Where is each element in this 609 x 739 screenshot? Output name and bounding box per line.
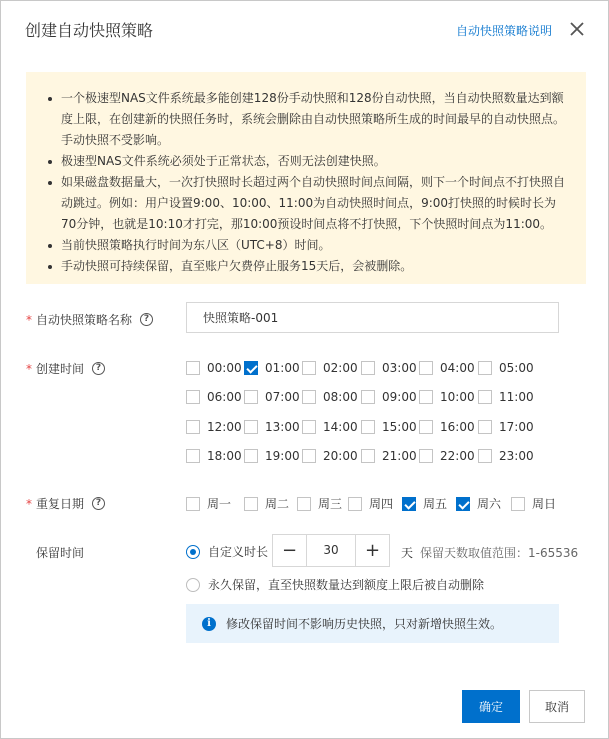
- day-checkbox[interactable]: [456, 495, 501, 512]
- repeat-days-label-text: 重复日期: [36, 497, 85, 511]
- help-question-icon[interactable]: ?: [92, 362, 105, 375]
- day-label: 周四: [369, 497, 394, 511]
- day-label: 周六: [477, 497, 502, 511]
- hour-label: 01:00: [265, 361, 300, 375]
- checkbox-box: [186, 420, 200, 434]
- help-question-icon[interactable]: ?: [92, 497, 105, 510]
- notice-item: 如果磁盘数据量大，一次打快照时长超过两个自动快照时间点间隔，则下一个时间点不打快照自动跳过。例如：用户设置9:00、10:00、11:00为自动快照时间点，9:00打快照的时候时长为70分钟，也就是10:10才打完，那10:00预设时间点将不打快照，下个快照时间点为11:00。: [48, 172, 568, 235]
- hour-checkbox[interactable]: [361, 420, 417, 434]
- checkbox-box: [419, 361, 433, 375]
- hour-label: 02:00: [323, 361, 358, 375]
- checkbox-box: [302, 449, 316, 463]
- hour-label: 20:00: [323, 449, 358, 463]
- checkbox-box: [348, 497, 362, 511]
- repeat-days-label: [26, 495, 105, 512]
- retention-tip: [186, 604, 559, 643]
- hour-label: 06:00: [207, 390, 242, 404]
- checkbox-box: [419, 390, 433, 404]
- checkbox-box: [302, 390, 316, 404]
- checkbox-box: [244, 420, 258, 434]
- checkbox-box: [302, 361, 316, 375]
- notice-item: 手动快照可持续保留，直至账户欠费停止服务15天后，会被删除。: [48, 256, 568, 277]
- checkbox-box: [302, 420, 316, 434]
- hour-checkbox[interactable]: [244, 361, 300, 375]
- required-mark: *: [26, 312, 32, 327]
- hour-label: 03:00: [382, 361, 417, 375]
- checkbox-box: [244, 497, 258, 511]
- hour-checkbox[interactable]: [419, 449, 475, 463]
- dialog-title: 创建自动快照策略: [25, 21, 154, 40]
- day-checkbox[interactable]: [244, 495, 289, 512]
- hour-checkbox[interactable]: [478, 390, 534, 404]
- hour-label: 21:00: [382, 449, 417, 463]
- checkbox-box: [419, 449, 433, 463]
- notice-item: 一个极速型NAS文件系统最多能创建128份手动快照和128份自动快照，当自动快照数量达到额度上限，在创建新的快照任务时，系统会删除由自动快照策略所生成的时间最早的自动快照点。手动快照不受影响。: [48, 88, 568, 151]
- hour-label: 15:00: [382, 420, 417, 434]
- hour-label: 05:00: [499, 361, 534, 375]
- checkbox-box: [419, 420, 433, 434]
- create-time-label: [26, 360, 105, 377]
- checkbox-box: [478, 420, 492, 434]
- checkbox-box: [478, 390, 492, 404]
- retention-range-hint: 保留天数取值范围：1-65536: [420, 546, 579, 560]
- day-label: 周日: [532, 497, 557, 511]
- required-mark: *: [26, 361, 32, 376]
- retention-label-text: 保留时间: [36, 546, 85, 560]
- policy-help-link[interactable]: 自动快照策略说明: [456, 24, 553, 38]
- checkbox-box: [361, 449, 375, 463]
- day-checkbox[interactable]: [348, 495, 393, 512]
- hour-checkbox[interactable]: [419, 420, 475, 434]
- checkbox-box: [511, 497, 525, 511]
- notice-list: [48, 88, 568, 277]
- hour-label: 16:00: [440, 420, 475, 434]
- day-label: 周三: [318, 497, 343, 511]
- close-icon[interactable]: [567, 19, 587, 39]
- retention-days-stepper: [272, 534, 390, 567]
- permanent-retention-radio[interactable]: [186, 576, 484, 593]
- hour-label: 04:00: [440, 361, 475, 375]
- hour-checkbox[interactable]: [244, 449, 300, 463]
- day-label: 周一: [207, 497, 232, 511]
- policy-name-input[interactable]: [186, 302, 559, 333]
- hour-label: 00:00: [207, 361, 242, 375]
- hour-checkbox[interactable]: [361, 390, 417, 404]
- checkbox-box: [478, 449, 492, 463]
- hour-checkbox[interactable]: [302, 390, 358, 404]
- checkbox-box: [244, 390, 258, 404]
- hour-checkbox[interactable]: [186, 361, 242, 375]
- hour-checkbox[interactable]: [186, 420, 242, 434]
- policy-name-label-text: 自动快照策略名称: [36, 313, 133, 327]
- hour-label: 12:00: [207, 420, 242, 434]
- checkbox-box: [244, 361, 258, 375]
- checkbox-box: [186, 497, 200, 511]
- hour-checkbox[interactable]: [419, 361, 475, 375]
- hour-label: 13:00: [265, 420, 300, 434]
- hour-label: 23:00: [499, 449, 534, 463]
- hour-checkbox[interactable]: [419, 390, 475, 404]
- day-checkbox[interactable]: [511, 495, 556, 512]
- hour-label: 09:00: [382, 390, 417, 404]
- hour-label: 19:00: [265, 449, 300, 463]
- hour-checkbox[interactable]: [361, 361, 417, 375]
- hour-label: 10:00: [440, 390, 475, 404]
- custom-duration-label: 自定义时长: [208, 545, 269, 559]
- checkbox-box: [456, 497, 470, 511]
- hour-label: 14:00: [323, 420, 358, 434]
- policy-name-label: [26, 311, 153, 328]
- hour-label: 07:00: [265, 390, 300, 404]
- day-checkbox[interactable]: [186, 495, 231, 512]
- hour-checkbox[interactable]: [302, 449, 358, 463]
- hour-checkbox[interactable]: [478, 449, 534, 463]
- radio-indicator: [186, 545, 200, 559]
- checkbox-box: [186, 390, 200, 404]
- hour-checkbox[interactable]: [478, 420, 534, 434]
- day-label: 周二: [265, 497, 290, 511]
- required-mark: *: [26, 496, 32, 511]
- checkbox-box: [186, 449, 200, 463]
- hour-checkbox[interactable]: [302, 420, 358, 434]
- hour-checkbox[interactable]: [478, 361, 534, 375]
- hour-label: 11:00: [499, 390, 534, 404]
- hour-checkbox[interactable]: [244, 390, 300, 404]
- checkbox-box: [244, 449, 258, 463]
- checkbox-box: [361, 420, 375, 434]
- decrement-button[interactable]: −: [281, 540, 298, 561]
- notice-item: 极速型NAS文件系统必须处于正常状态，否则无法创建快照。: [48, 151, 568, 172]
- checkbox-box: [186, 361, 200, 375]
- checkbox-box: [402, 497, 416, 511]
- cancel-button[interactable]: 取消: [529, 690, 585, 723]
- day-checkbox[interactable]: [297, 495, 342, 512]
- hour-checkbox[interactable]: [361, 449, 417, 463]
- custom-duration-radio[interactable]: [186, 543, 268, 560]
- help-question-icon[interactable]: ?: [140, 313, 153, 326]
- hour-label: 18:00: [207, 449, 242, 463]
- increment-button[interactable]: +: [364, 540, 381, 561]
- days-unit: 天: [401, 546, 414, 560]
- hour-checkbox[interactable]: [244, 420, 300, 434]
- checkbox-box: [361, 361, 375, 375]
- hour-checkbox[interactable]: [302, 361, 358, 375]
- permanent-retention-label: 永久保留，直至快照数量达到额度上限后被自动删除: [208, 578, 485, 592]
- day-checkbox[interactable]: [402, 495, 447, 512]
- hour-checkbox[interactable]: [186, 449, 242, 463]
- retention-tip-text: 修改保留时间不影响历史快照，只对新增快照生效。: [226, 617, 503, 631]
- retention-days-value[interactable]: 30: [306, 535, 356, 566]
- checkbox-box: [361, 390, 375, 404]
- create-time-label-text: 创建时间: [36, 362, 85, 376]
- hour-label: 22:00: [440, 449, 475, 463]
- checkbox-box: [297, 497, 311, 511]
- radio-indicator: [186, 578, 200, 592]
- hour-checkbox[interactable]: [186, 390, 242, 404]
- checkbox-box: [478, 361, 492, 375]
- confirm-button[interactable]: 确定: [462, 690, 520, 723]
- notice-box: [26, 72, 586, 284]
- hour-label: 17:00: [499, 420, 534, 434]
- hour-label: 08:00: [323, 390, 358, 404]
- retention-label: [36, 544, 84, 561]
- day-label: 周五: [423, 497, 448, 511]
- notice-item: 当前快照策略执行时间为东八区（UTC+8）时间。: [48, 235, 568, 256]
- info-icon: i: [202, 617, 216, 631]
